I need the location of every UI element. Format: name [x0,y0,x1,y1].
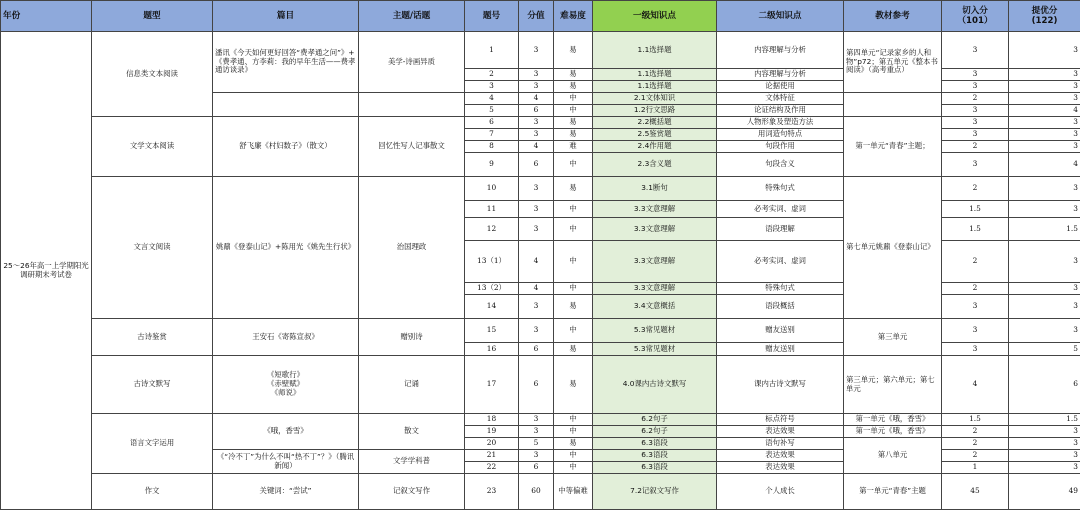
question-score: 3 [519,177,554,201]
cut2-score: 1.5 [1009,414,1080,426]
question-no: 5 [465,105,519,117]
header-no: 题号 [465,1,519,32]
textbook-ref: 第三单元 [844,319,942,356]
header-cut1-label: 切入分 [962,5,988,16]
question-score: 3 [519,450,554,462]
article-cell: 王安石《寄陈宣叔》 [213,319,359,356]
question-no: 20 [465,438,519,450]
theme-cell: 赠别诗 [359,319,465,356]
question-score: 3 [519,295,554,319]
question-score: 4 [519,93,554,105]
knowledge-level2: 论证结构及作用 [717,105,844,117]
knowledge-level2: 赠友送别 [717,319,844,343]
article-cell-empty [213,93,359,117]
theme-cell: 文学学科普 [359,450,465,474]
question-no: 16 [465,343,519,356]
cut2-score: 3 [1009,426,1080,438]
cut2-score: 3 [1009,201,1080,218]
cut2-score: 3 [1009,141,1080,153]
question-no: 22 [465,462,519,474]
question-score: 4 [519,141,554,153]
type-cell: 文学文本阅读 [92,117,213,177]
cut1-score: 1 [942,462,1009,474]
question-no: 2 [465,69,519,81]
knowledge-level1: 2.2概括题 [593,117,717,129]
knowledge-level2: 表达效果 [717,462,844,474]
cut2-score: 5 [1009,343,1080,356]
question-difficulty: 中 [554,241,593,283]
knowledge-level1: 5.3常见题材 [593,319,717,343]
header-score: 分值 [519,1,554,32]
cut1-score: 3 [942,69,1009,81]
knowledge-level1: 1.1选择题 [593,32,717,69]
question-difficulty: 易 [554,81,593,93]
header-k1: 一级知识点 [593,1,717,32]
textbook-ref: 第四单元“记录家乡的人和物”p72；第五单元《整本书阅读》（高考重点） [844,32,942,93]
question-no: 13（1） [465,241,519,283]
article-cell: 《哦，香雪》 [213,414,359,450]
table-row [1,32,1080,69]
type-cell: 信息类文本阅读 [92,32,213,117]
knowledge-level2: 语段理解 [717,218,844,241]
type-cell: 古诗鉴赏 [92,319,213,356]
knowledge-level2: 语句补写 [717,438,844,450]
knowledge-level2: 特殊句式 [717,177,844,201]
question-difficulty: 易 [554,177,593,201]
cut2-score: 3 [1009,32,1080,69]
cut2-score: 4 [1009,153,1080,177]
question-no: 12 [465,218,519,241]
article-cell: 《“冷不丁”为什么不叫“热不丁”？》（腾讯新闻） [213,450,359,474]
question-no: 14 [465,295,519,319]
cut1-score: 3 [942,343,1009,356]
question-score: 5 [519,438,554,450]
table-row [1,319,1080,343]
article-cell: 潘讯《今天如何更好回答“费孝通之问”》+《费孝通、方李莉：我的早年生活——费孝通访谈录》 [213,32,359,93]
cut2-score: 3 [1009,81,1080,93]
question-score: 6 [519,462,554,474]
question-difficulty: 中 [554,93,593,105]
knowledge-level1: 6.2句子 [593,426,717,438]
cut1-score: 4 [942,356,1009,414]
knowledge-level2: 句段含义 [717,153,844,177]
cut1-score: 3 [942,105,1009,117]
article-cell: 《短歌行》 《赤壁赋》 《师说》 [213,356,359,414]
knowledge-level1: 6.2句子 [593,414,717,426]
cut2-score: 3 [1009,450,1080,462]
knowledge-level2: 语段概括 [717,295,844,319]
question-score: 3 [519,129,554,141]
question-difficulty: 易 [554,129,593,141]
header-article: 篇目 [213,1,359,32]
knowledge-level2: 人物形象及塑造方法 [717,117,844,129]
knowledge-level2: 表达效果 [717,426,844,438]
question-difficulty: 中 [554,462,593,474]
question-no: 9 [465,153,519,177]
question-no: 19 [465,426,519,438]
question-no: 11 [465,201,519,218]
textbook-ref: 第一单元《哦，香雪》 [844,426,942,438]
knowledge-level1: 1.2行文思路 [593,105,717,117]
question-difficulty: 中等偏难 [554,474,593,510]
cut1-score: 3 [942,319,1009,343]
header-cut2-sub: (122) [1031,16,1058,26]
question-difficulty: 中 [554,450,593,462]
cut2-score: 4 [1009,105,1080,117]
cut2-score: 3 [1009,93,1080,105]
textbook-ref: 第一单元“青春”主题 [844,474,942,510]
question-no: 6 [465,117,519,129]
knowledge-level1: 5.3常见题材 [593,343,717,356]
textbook-ref: 第一单元《哦，香雪》 [844,414,942,426]
cut1-score: 2 [942,283,1009,295]
knowledge-level2: 必考实词、虚词 [717,241,844,283]
question-score: 3 [519,218,554,241]
cut1-score: 1.5 [942,201,1009,218]
cut1-score: 3 [942,32,1009,69]
header-cut2-label: 提优分 [1031,5,1058,16]
cut2-score: 3 [1009,283,1080,295]
type-cell: 文言文阅读 [92,177,213,319]
knowledge-level1: 2.3含义题 [593,153,717,177]
question-score: 3 [519,426,554,438]
question-score: 3 [519,201,554,218]
cut2-score: 1.5 [1009,218,1080,241]
knowledge-level1: 2.1文体知识 [593,93,717,105]
cut1-score: 1.5 [942,414,1009,426]
cut1-score: 45 [942,474,1009,510]
type-cell: 古诗文默写 [92,356,213,414]
question-score: 6 [519,343,554,356]
question-score: 6 [519,356,554,414]
knowledge-level1: 4.0课内古诗文默写 [593,356,717,414]
question-difficulty: 中 [554,105,593,117]
theme-cell: 记叙文写作 [359,474,465,510]
knowledge-level2: 必考实词、虚词 [717,201,844,218]
cut2-score: 3 [1009,69,1080,81]
question-score: 3 [519,414,554,426]
knowledge-level2: 内容理解与分析 [717,32,844,69]
question-no: 4 [465,93,519,105]
question-score: 3 [519,69,554,81]
table-row [1,117,1080,129]
cut1-score: 3 [942,81,1009,93]
question-difficulty: 易 [554,343,593,356]
cut1-score: 2 [942,93,1009,105]
knowledge-level1: 2.4作用题 [593,141,717,153]
question-difficulty: 易 [554,69,593,81]
question-no: 10 [465,177,519,201]
article-cell: 姚鼐《登泰山记》+陈用光《姚先生行状》 [213,177,359,319]
knowledge-level2: 赠友送别 [717,343,844,356]
cut1-score: 2 [942,426,1009,438]
cut1-score: 2 [942,177,1009,201]
article-cell: 关键词：“尝试” [213,474,359,510]
table-row [1,356,1080,414]
knowledge-level1: 3.3文意理解 [593,218,717,241]
knowledge-level1: 3.4文意概括 [593,295,717,319]
question-no: 15 [465,319,519,343]
theme-cell-empty [359,93,465,117]
knowledge-level2: 内容理解与分析 [717,69,844,81]
textbook-ref-empty [844,93,942,117]
header-type: 题型 [92,1,213,32]
question-difficulty: 中 [554,414,593,426]
cut2-score: 6 [1009,356,1080,414]
cut2-score: 3 [1009,129,1080,141]
question-no: 13（2） [465,283,519,295]
question-no: 23 [465,474,519,510]
cut1-score: 2 [942,438,1009,450]
cut2-score: 3 [1009,295,1080,319]
question-score: 3 [519,319,554,343]
knowledge-level1: 1.1选择题 [593,69,717,81]
question-score: 4 [519,241,554,283]
header-year: 年份 [1,1,92,32]
question-score: 3 [519,117,554,129]
theme-cell: 散文 [359,414,465,450]
knowledge-level1: 7.2记叙文写作 [593,474,717,510]
textbook-ref: 第七单元姚鼐《登泰山记》 [844,177,942,319]
question-difficulty: 易 [554,32,593,69]
knowledge-level1: 1.1选择题 [593,81,717,93]
cut1-score: 2 [942,450,1009,462]
question-no: 18 [465,414,519,426]
question-no: 1 [465,32,519,69]
cut2-score: 3 [1009,438,1080,450]
question-difficulty: 中 [554,153,593,177]
question-score: 6 [519,105,554,117]
knowledge-level1: 6.3语段 [593,462,717,474]
knowledge-level2: 特殊句式 [717,283,844,295]
question-score: 3 [519,81,554,93]
header-row [1,1,1080,32]
header-cut1 [942,1,1009,32]
cut1-score: 2 [942,241,1009,283]
question-difficulty: 中 [554,426,593,438]
type-cell: 语言文字运用 [92,414,213,474]
table-row [1,177,1080,201]
question-score: 60 [519,474,554,510]
header-cut2 [1009,1,1080,32]
header-difficulty: 难易度 [554,1,593,32]
header-theme: 主题/话题 [359,1,465,32]
cut2-score: 3 [1009,241,1080,283]
question-difficulty: 易 [554,356,593,414]
knowledge-level1: 3.3文意理解 [593,283,717,295]
knowledge-level1: 2.5鉴赏题 [593,129,717,141]
knowledge-level2: 标点符号 [717,414,844,426]
knowledge-level2: 句段作用 [717,141,844,153]
cut1-score: 3 [942,153,1009,177]
question-difficulty: 中 [554,218,593,241]
theme-cell: 治国理政 [359,177,465,319]
knowledge-level1: 3.1断句 [593,177,717,201]
question-difficulty: 中 [554,319,593,343]
cut1-score: 3 [942,117,1009,129]
question-score: 4 [519,283,554,295]
question-difficulty: 易 [554,117,593,129]
table-row [1,414,1080,426]
knowledge-level2: 文体特征 [717,93,844,105]
knowledge-level2: 论据使用 [717,81,844,93]
header-k2: 二级知识点 [717,1,844,32]
question-difficulty: 中 [554,201,593,218]
knowledge-level1: 3.3文意理解 [593,241,717,283]
header-cut1-sub: （101） [957,16,993,26]
knowledge-level2: 表达效果 [717,450,844,462]
question-no: 17 [465,356,519,414]
knowledge-level1: 3.3文意理解 [593,201,717,218]
theme-cell: 回忆性写人记事散文 [359,117,465,177]
knowledge-level2: 个人成长 [717,474,844,510]
article-cell: 舒飞廉《村妇数子》（散文） [213,117,359,177]
table-row [1,474,1080,510]
cut1-score: 1.5 [942,218,1009,241]
question-difficulty: 易 [554,295,593,319]
header-textbook: 教材参考 [844,1,942,32]
cut1-score: 3 [942,129,1009,141]
cut1-score: 2 [942,141,1009,153]
question-difficulty: 难 [554,141,593,153]
question-no: 21 [465,450,519,462]
question-no: 7 [465,129,519,141]
cut1-score: 3 [942,295,1009,319]
type-cell: 作文 [92,474,213,510]
cut2-score: 3 [1009,177,1080,201]
knowledge-level2: 课内古诗文默写 [717,356,844,414]
cut2-score: 49 [1009,474,1080,510]
question-score: 3 [519,32,554,69]
cut2-score: 3 [1009,319,1080,343]
textbook-ref: 第一单元“青春”主题； [844,117,942,177]
question-no: 3 [465,81,519,93]
question-no: 8 [465,141,519,153]
textbook-ref: 第八单元 [844,438,942,474]
year-cell: 25～26年高一上学期阳光调研期末考试卷 [1,32,92,510]
knowledge-level2: 用词造句特点 [717,129,844,141]
textbook-ref: 第三单元；第六单元；第七单元 [844,356,942,414]
question-difficulty: 易 [554,438,593,450]
question-score: 6 [519,153,554,177]
knowledge-level1: 6.3语段 [593,438,717,450]
question-difficulty: 中 [554,283,593,295]
cut2-score: 3 [1009,117,1080,129]
theme-cell: 美学-诗画异质 [359,32,465,93]
knowledge-level1: 6.3语段 [593,450,717,462]
theme-cell: 记诵 [359,356,465,414]
cut2-score: 3 [1009,462,1080,474]
